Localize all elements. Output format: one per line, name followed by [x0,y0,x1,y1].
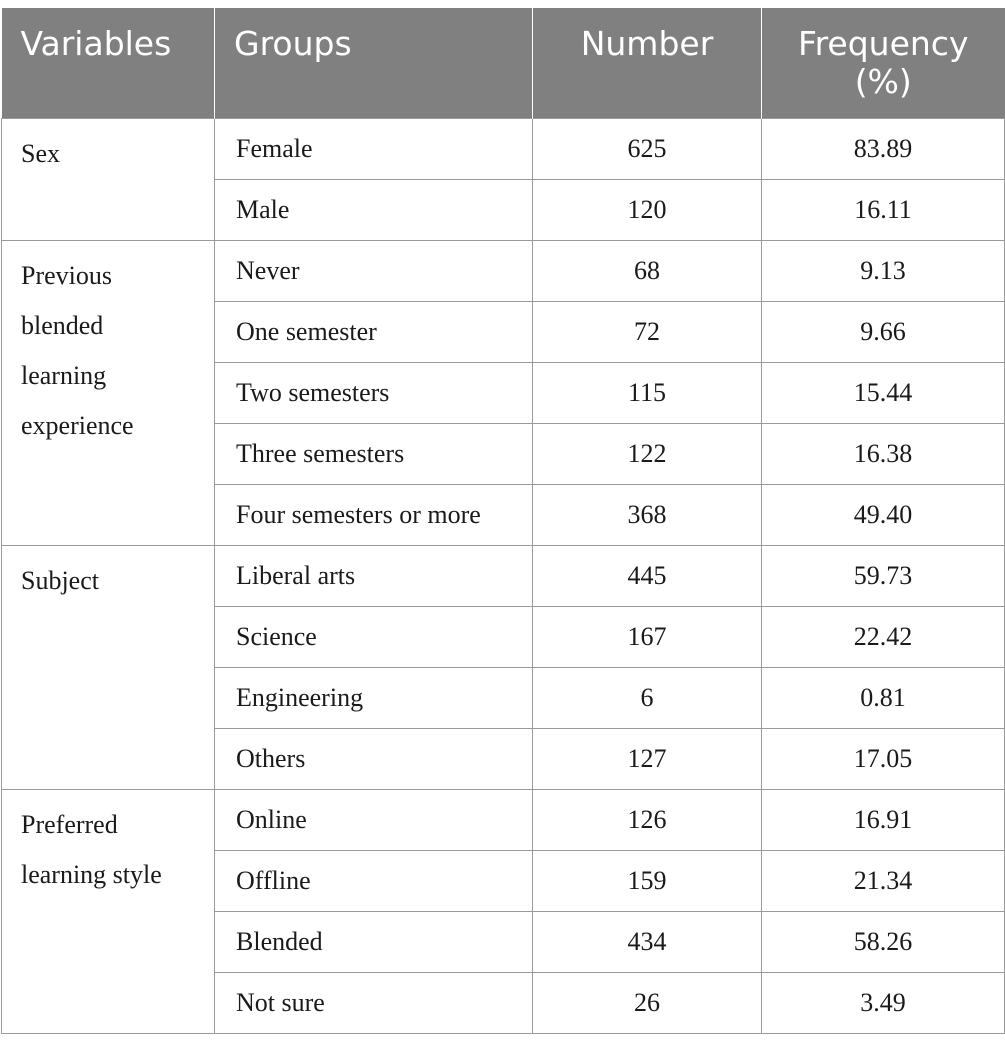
group-cell: One semester [215,302,533,363]
variable-label-line: blended [21,311,104,340]
header-row [2,8,1005,119]
number-cell: 120 [533,180,762,241]
frequency-cell: 49.40 [762,485,1005,546]
header-number: Number [533,8,762,119]
table-row [2,241,1005,302]
table-header [2,8,1005,119]
table-row [2,790,1005,851]
frequency-cell: 83.89 [762,119,1005,180]
header-frequency [762,8,1005,119]
frequency-cell: 9.66 [762,302,1005,363]
variable-cell [2,119,215,241]
variable-cell [2,241,215,546]
demographics-table [1,8,1005,1034]
group-cell: Engineering [215,668,533,729]
number-cell: 6 [533,668,762,729]
group-cell: Science [215,607,533,668]
number-cell: 115 [533,363,762,424]
number-cell: 434 [533,912,762,973]
number-cell: 167 [533,607,762,668]
frequency-cell: 17.05 [762,729,1005,790]
frequency-cell: 59.73 [762,546,1005,607]
frequency-cell: 21.34 [762,851,1005,912]
number-cell: 159 [533,851,762,912]
frequency-cell: 58.26 [762,912,1005,973]
number-cell: 368 [533,485,762,546]
group-cell: Not sure [215,973,533,1034]
table-row [2,119,1005,180]
header-groups: Groups [215,8,533,119]
group-cell: Female [215,119,533,180]
number-cell: 72 [533,302,762,363]
frequency-cell: 15.44 [762,363,1005,424]
variable-label-line: experience [21,411,134,440]
group-cell: Online [215,790,533,851]
group-cell: Four semesters or more [215,485,533,546]
header-frequency-label: Frequency [798,24,969,63]
group-cell: Never [215,241,533,302]
group-cell: Three semesters [215,424,533,485]
variable-label-line: learning [21,361,107,390]
table-row [2,546,1005,607]
number-cell: 122 [533,424,762,485]
group-cell: Liberal arts [215,546,533,607]
frequency-cell: 0.81 [762,668,1005,729]
number-cell: 445 [533,546,762,607]
frequency-cell: 9.13 [762,241,1005,302]
frequency-cell: 3.49 [762,973,1005,1034]
header-frequency-unit: (%) [854,62,912,101]
frequency-cell: 16.38 [762,424,1005,485]
number-cell: 126 [533,790,762,851]
group-cell: Blended [215,912,533,973]
variable-cell [2,546,215,790]
group-cell: Others [215,729,533,790]
variable-label-line: Preferred [21,810,118,839]
frequency-cell: 16.91 [762,790,1005,851]
number-cell: 26 [533,973,762,1034]
variable-label: Sex [21,139,60,168]
variable-label: Subject [21,566,99,595]
group-cell: Offline [215,851,533,912]
variable-label-line: learning style [21,860,162,889]
number-cell: 625 [533,119,762,180]
variable-cell [2,790,215,1034]
number-cell: 127 [533,729,762,790]
group-cell: Male [215,180,533,241]
frequency-cell: 16.11 [762,180,1005,241]
frequency-cell: 22.42 [762,607,1005,668]
variable-label-line: Previous [21,261,112,290]
header-variables: Variables [2,8,215,119]
table-body [2,119,1005,1034]
group-cell: Two semesters [215,363,533,424]
number-cell: 68 [533,241,762,302]
